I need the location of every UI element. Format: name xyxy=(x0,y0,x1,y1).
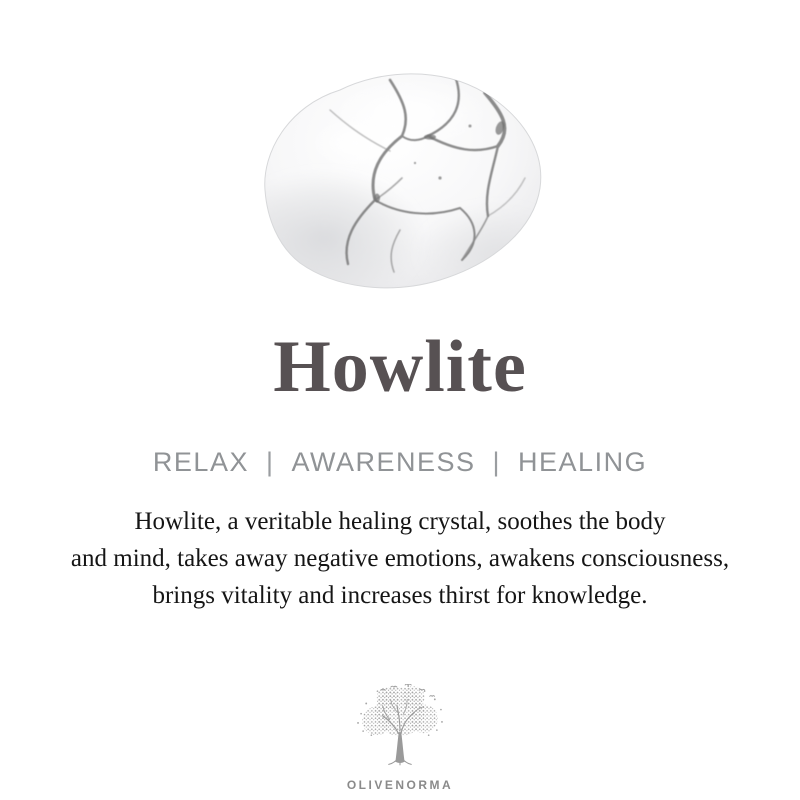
page-title: Howlite xyxy=(273,326,527,408)
keyword-healing: HEALING xyxy=(518,447,648,477)
olive-tree-icon xyxy=(348,684,452,770)
keyword-separator: | xyxy=(265,447,275,477)
brand-logo xyxy=(0,684,800,792)
brand-name: OLIVENORMA xyxy=(346,778,454,792)
howlite-stone-photo xyxy=(240,58,560,298)
keyword-separator: | xyxy=(492,447,502,477)
howlite-stone-image xyxy=(240,58,560,298)
description xyxy=(0,503,800,614)
keywords-row xyxy=(0,447,800,478)
description-line: and mind, takes away negative emotions, awakens consciousness, xyxy=(70,545,730,572)
description-line: brings vitality and increases thirst for knowledge. xyxy=(152,582,648,609)
keyword-awareness: AWARENESS xyxy=(291,447,476,477)
keyword-relax: RELAX xyxy=(152,447,249,477)
description-line: Howlite, a veritable healing crystal, soothes the body xyxy=(134,508,666,535)
